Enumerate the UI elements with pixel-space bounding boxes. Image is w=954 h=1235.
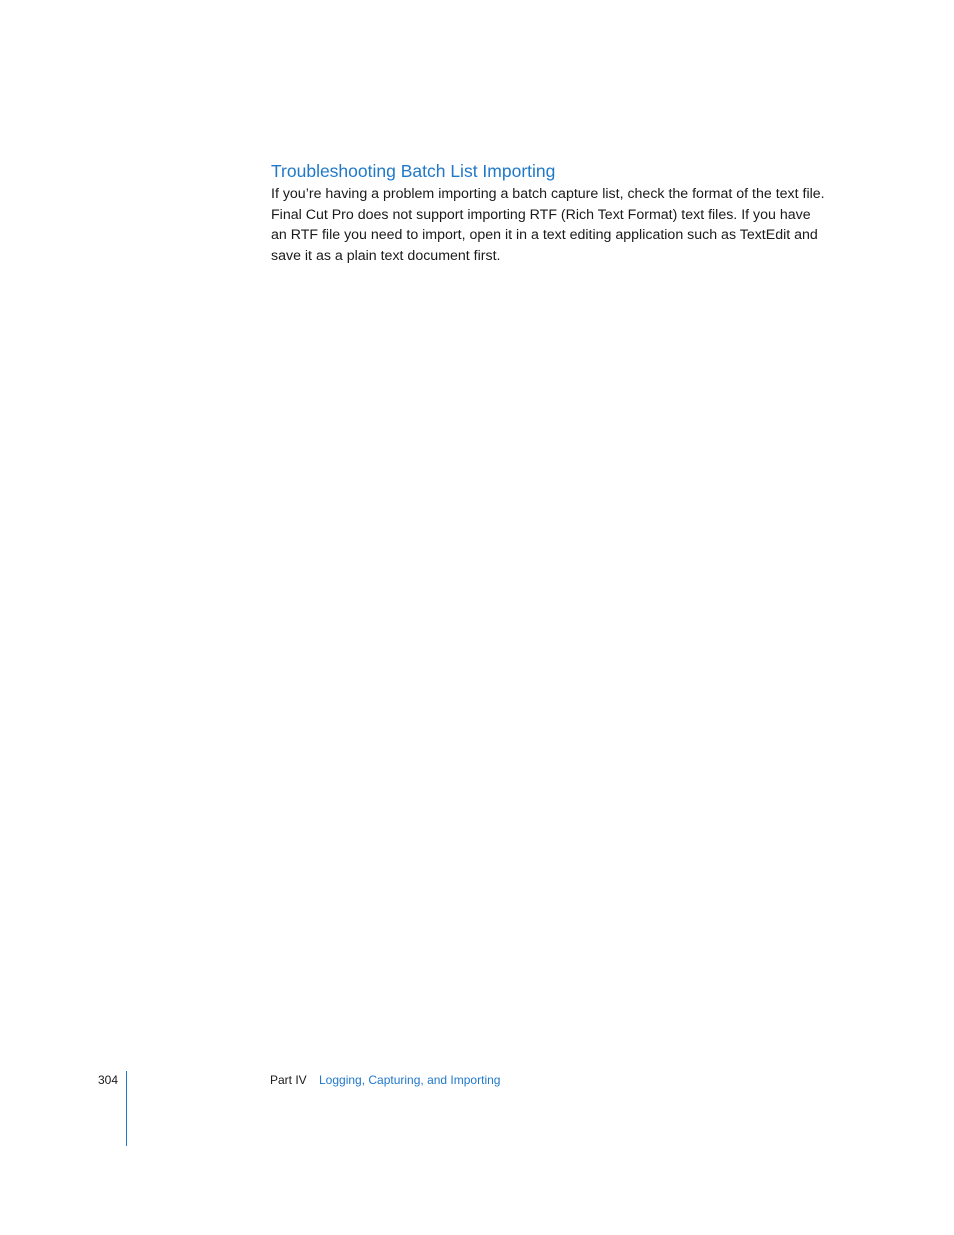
body-paragraph: If you’re having a problem importing a batch capture list, check the format of the text file. Final Cut Pro does not support importing RTF (Rich Text Format) text files. If you have an RTF file you need to import, open it in a text editing application such as TextEdit and save it as a plain text document first. bbox=[271, 186, 825, 264]
footer-part-label: Part IV bbox=[270, 1073, 307, 1087]
section-heading: Troubleshooting Batch List Importing bbox=[271, 161, 556, 181]
page-number: 304 bbox=[98, 1073, 119, 1087]
footer-part-title: Logging, Capturing, and Importing bbox=[319, 1073, 501, 1087]
footer-divider bbox=[126, 1071, 127, 1146]
